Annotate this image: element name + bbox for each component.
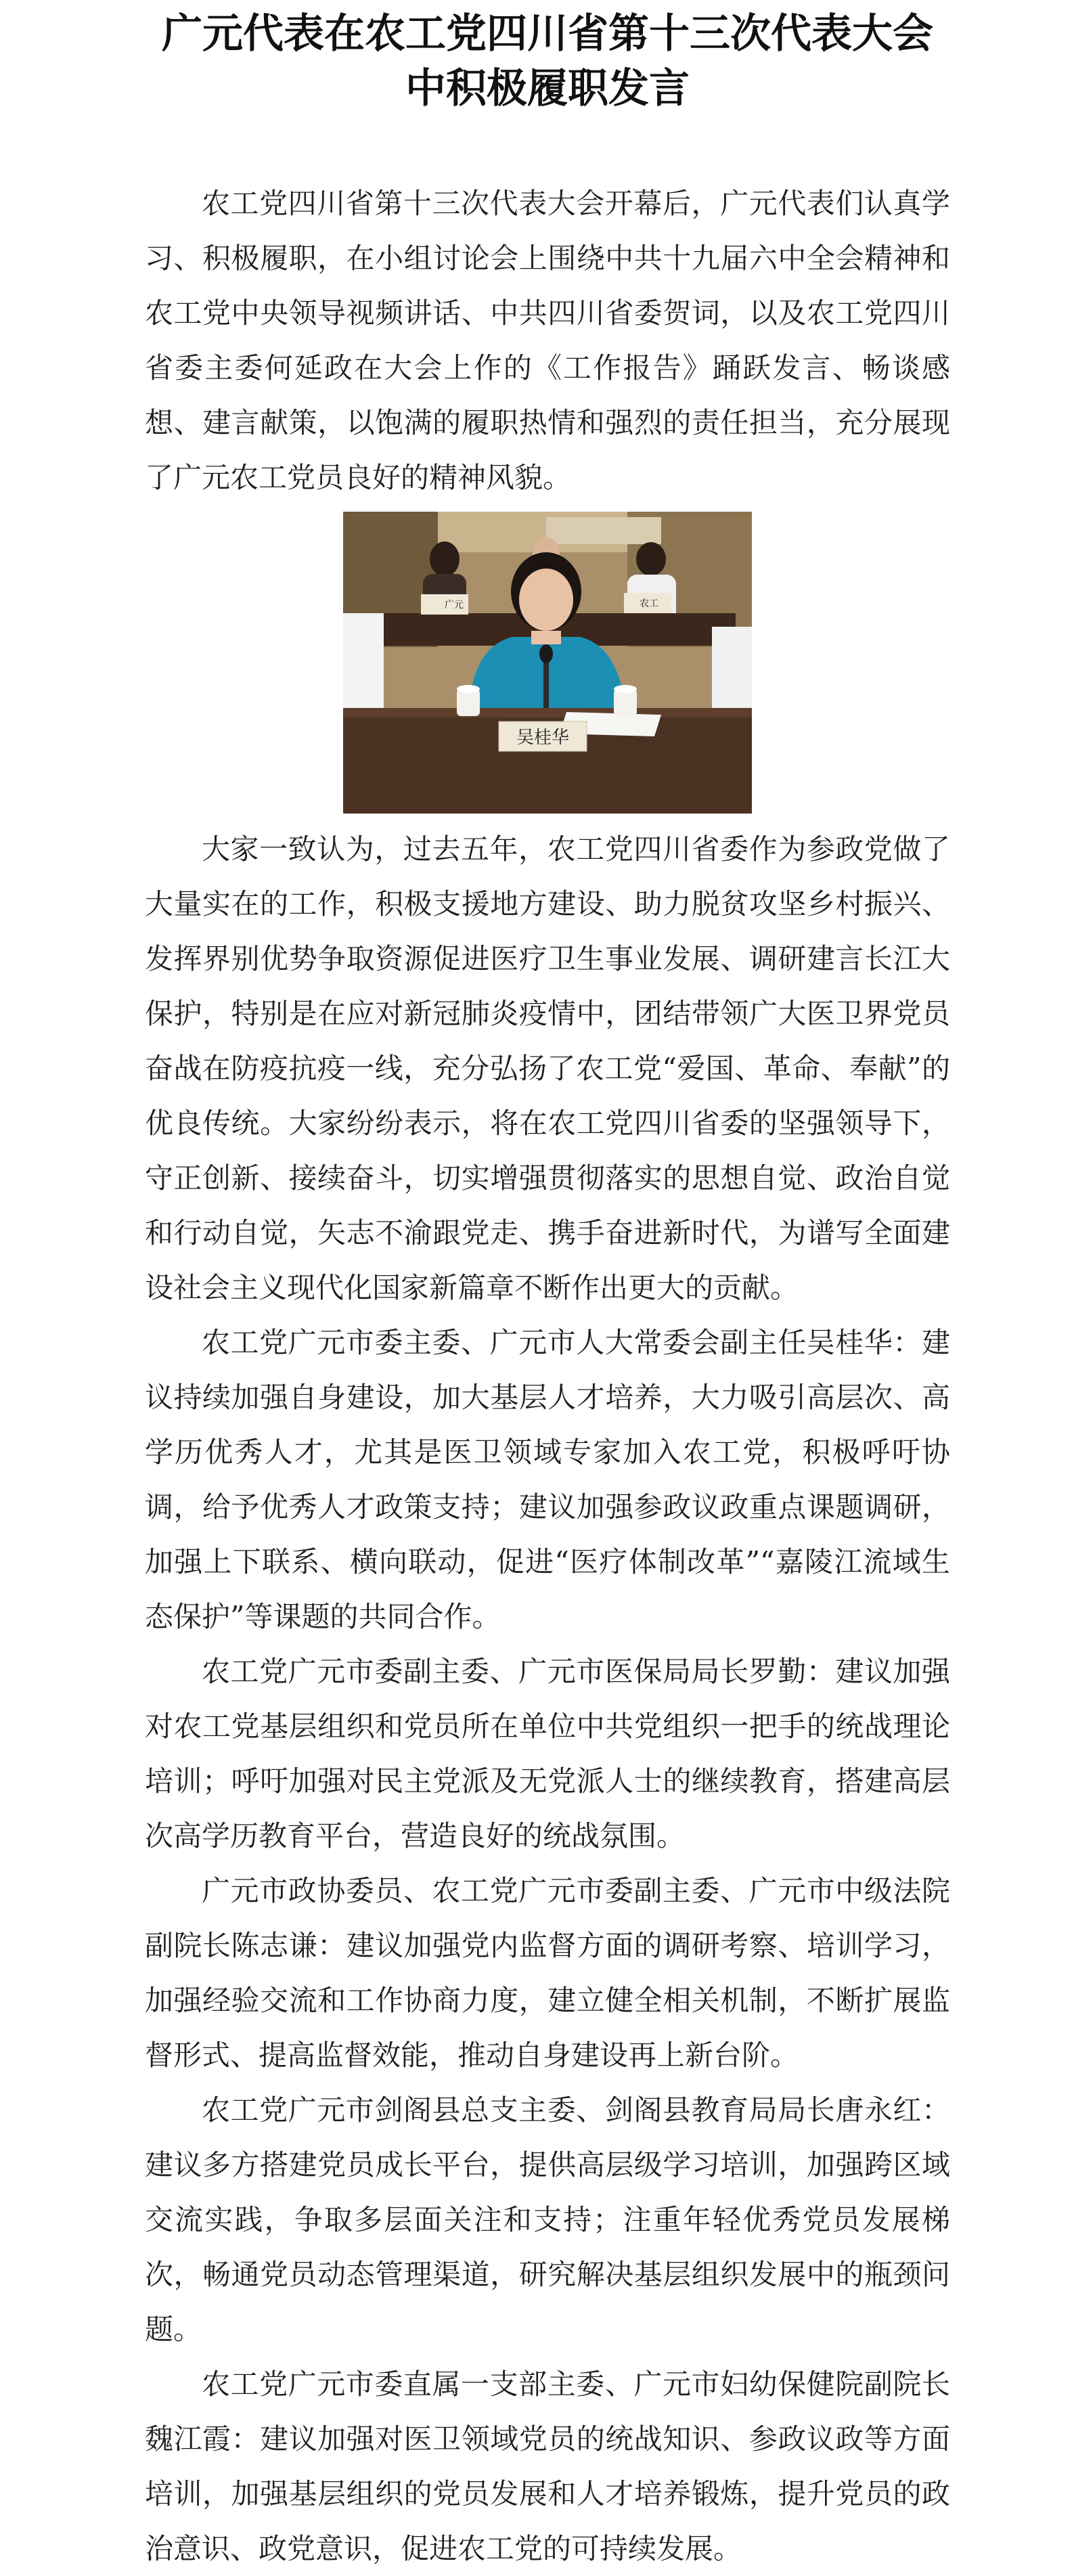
paragraph-consensus: 大家一致认为，过去五年，农工党四川省委作为参政党做了大量实在的工作，积极支援地方建设、助力脱贫攻坚乡村振兴、发挥界别优势争取资源促进医疗卫生事业发展、调研建言长江大保护，特别是在应对新冠肺炎疫情中，团结带领广大医卫界党员奋战在防疫抗疫一线，充分弘扬了农工党“爱国、革命、奉献”的优良传统。大家纷纷表示，将在农工党四川省委的坚强领导下，守正创新、接续奋斗，切实增强贯彻落实的思想自觉、政治自觉和行动自觉，矢志不渝跟党走、携手奋进新时代，为谱写全面建设社会主义现代化国家新篇章不断作出更大的贡献。 [145,832,950,1304]
meeting-photo [343,512,752,814]
article [145,0,950,2576]
speaker-nameplate: 吴桂华 [516,728,570,748]
paragraph-speaker-wei: 农工党广元市委直属一支部主委、广元市妇幼保健院副院长魏江霞：建议加强对医卫领域党员的统战知识、参政议政等方面培训，加强基层组织的党员发展和人才培养锻炼，提升党员的政治意识、政党意识，促进农工党的可持续发展。 [145,2368,950,2565]
paragraph-speaker-wu: 农工党广元市委主委、广元市人大常委会副主任吴桂华：建议持续加强自身建设，加大基层人才培养，大力吸引高层次、高学历优秀人才，尤其是医卫领域专家加入农工党，积极呼吁协调，给予优秀人才政策支持；建议加强参政议政重点课题调研，加强上下联系、横向联动，促进“医疗体制改革”“嘉陵江流域生态保护”等课题的共同合作。 [145,1326,950,1633]
paragraph-speaker-chen: 广元市政协委员、农工党广元市委副主委、广元市中级法院副院长陈志谦：建议加强党内监督方面的调研考察、培训学习，加强经验交流和工作协商力度，建立健全相关机制，不断扩展监督形式、提高监督效能，推动自身建设再上新台阶。 [145,1874,950,2072]
paragraph-speaker-tang: 农工党广元市剑阁县总支主委、剑阁县教育局局长唐永红：建议多方搭建党员成长平台，提供高层级学习培训，加强跨区域交流实践，争取多层面关注和支持；注重年轻优秀党员发展梯次，畅通党员动态管理渠道，研究解决基层组织发展中的瓶颈问题。 [145,2093,950,2346]
paragraph-intro: 农工党四川省第十三次代表大会开幕后，广元代表们认真学习、积极履职，在小组讨论会上围绕中共十九届六中全会精神和农工党中央领导视频讲话、中共四川省委贺词，以及农工党四川省委主委何延政在大会上作的《工作报告》踊跃发言、畅谈感想、建言献策，以饱满的履职热情和强烈的责任担当，充分展现了广元农工党员良好的精神风貌。 [145,187,950,494]
paragraph-speaker-luo: 农工党广元市委副主委、广元市医保局局长罗勤：建议加强对农工党基层组织和党员所在单位中共党组织一把手的统战理论培训；呼吁加强对民主党派及无党派人士的继续教育，搭建高层次高学历教育平台，营造良好的统战氛围。 [145,1655,950,1852]
article-title: 广元代表在农工党四川省第十三次代表大会中积极履职发言 [162,10,933,112]
article-body [145,176,950,2576]
back-nameplate-right: 农工 [640,598,658,609]
back-nameplate-left: 广元 [445,600,464,610]
meeting-photo-illustration [343,512,752,814]
